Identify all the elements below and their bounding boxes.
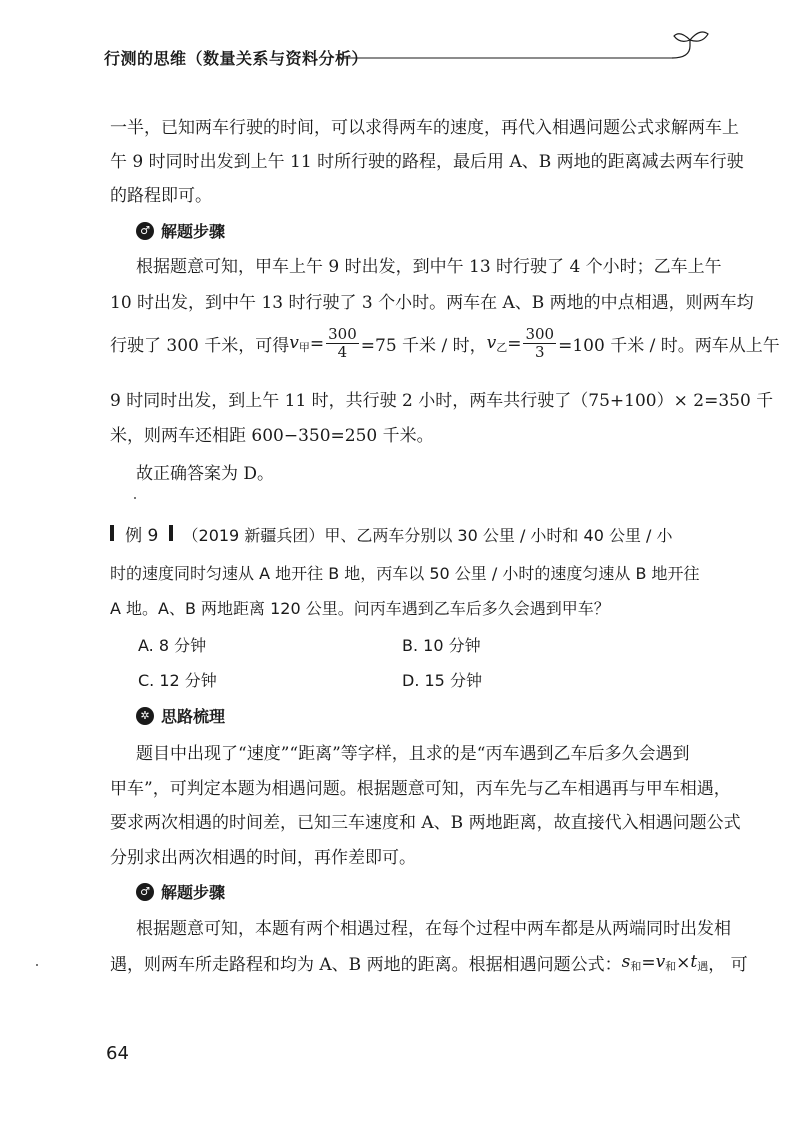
paragraph-line: 10 时出发，到中午 13 时行驶了 3 个小时。两车在 A、B 两地的中点相遇，则两车均 [110,293,754,313]
header-rule-with-sprout-icon [0,0,800,80]
paragraph-line: 分别求出两次相遇的时间，再作差即可。 [110,848,416,868]
page-number: 64 [106,1043,129,1064]
velocity-subscript: 和 [665,959,677,973]
solution-steps-heading [136,219,225,242]
fraction-300-over-3 [523,326,556,362]
analysis-heading [136,704,225,727]
formula-line-speeds [110,326,780,362]
solution-steps-heading-label: 解题步骤 [161,883,226,902]
paragraph-line: 一半，已知两车行驶的时间，可以求得两车的速度，再代入相遇问题公式求解两车上 [110,118,739,138]
fraction-numerator: 300 [328,325,357,343]
time-subscript: 遇 [697,959,709,973]
paragraph-line: 根据题意可知，本题有两个相遇过程，在每个过程中两车都是从两端同时出发相 [136,919,731,939]
velocity-subscript: 乙 [496,340,508,354]
example-question-line: A 地。A、B 两地距离 120 公里。问丙车遇到乙车后多久会遇到甲车？ [110,599,610,618]
velocity-symbol: $v_和$ [655,951,677,973]
option-b: B. 10 分钟 [402,636,481,655]
solution-steps-heading [136,880,225,903]
option-a: A. 8 分钟 [138,636,207,655]
fraction-denominator: 4 [337,343,348,362]
paragraph-line: 要求两次相遇的时间差，已知三车速度和 A、B 两地距离，故直接代入相遇问题公式 [110,813,741,833]
paragraph-line: 的路程即可。 [110,186,212,206]
example-label-bar-right [169,525,173,541]
velocity-symbol: $v_乙$ [486,332,508,354]
formula-text: =75 千米 / 时， [360,336,487,357]
formula-text: =100 千米 / 时。两车从上午 [558,336,780,357]
equals-sign: = [507,333,522,354]
distance-subscript: 和 [630,959,642,973]
example-source: （2019 新疆兵团） [182,526,325,545]
sprout-leaf-left [674,34,690,42]
example-question-text: 甲、乙两车分别以 30 公里 / 小时和 40 公里 / 小 [324,526,673,545]
paragraph-line: 题目中出现了“速度”“距离”等字样，且求的是“丙车遇到乙车后多久会遇到 [136,744,690,764]
answer-line: 故正确答案为 D。 [136,464,275,484]
fraction-numerator: 300 [525,325,555,343]
scan-speck [134,497,136,499]
gear-icon: ✲ [136,707,154,725]
formula-line-meet [110,950,748,975]
example-label-bar-left [110,525,114,541]
key-icon: ♂ [136,222,154,240]
time-symbol: $t_遇$ [690,951,709,973]
velocity-symbol: $v_甲$ [289,332,310,354]
fraction-denominator: 3 [535,343,545,362]
formula-text: 行驶了 300 千米，可得 [110,336,290,357]
solution-steps-heading-label: 解题步骤 [161,222,226,241]
sprout-leaf-right [690,32,708,41]
formula-text: ， 可 [708,955,748,975]
example-label: 例 9 [125,526,159,546]
example-first-line [110,521,706,546]
sprout-stem [672,40,690,58]
scan-speck [36,964,38,966]
paragraph-line: 午 9 时同时出发到上午 11 时所行驶的路程，最后用 A、B 两地的距离减去两车行驶 [110,152,744,172]
paragraph-line: 米，则两车还相距 600−350=250 千米。 [110,426,434,446]
example-question-line: 时的速度同时匀速从 A 地开往 B 地，丙车以 50 公里 / 小时的速度匀速从 B 地开往 [110,564,700,583]
paragraph-line: 甲车”，可判定本题为相遇问题。根据题意可知，丙车先与乙车相遇再与甲车相遇， [110,779,731,799]
analysis-heading-label: 思路梳理 [161,707,226,726]
running-header-title: 行测的思维（数量关系与资料分析） [104,49,369,68]
equals-sign: = [309,333,325,354]
paragraph-line: 9 时同时出发，到上午 11 时，共行驶 2 小时，两车共行驶了（75+100）× 2=350 千 [110,391,774,411]
times-sign: × [676,952,691,973]
option-d: D. 15 分钟 [402,671,482,690]
paragraph-line: 根据题意可知，甲车上午 9 时出发，到中午 13 时行驶了 4 个小时；乙车上午 [136,257,722,277]
option-c: C. 12 分钟 [138,671,217,690]
fraction-300-over-4 [326,326,359,362]
key-icon: ♂ [136,883,154,901]
distance-symbol: $s_和$ [621,951,642,973]
velocity-subscript: 甲 [298,340,310,354]
formula-text: 遇，则两车所走路程和均为 A、B 两地的距离。根据相遇问题公式： [110,955,622,975]
equals-sign: = [641,952,656,973]
